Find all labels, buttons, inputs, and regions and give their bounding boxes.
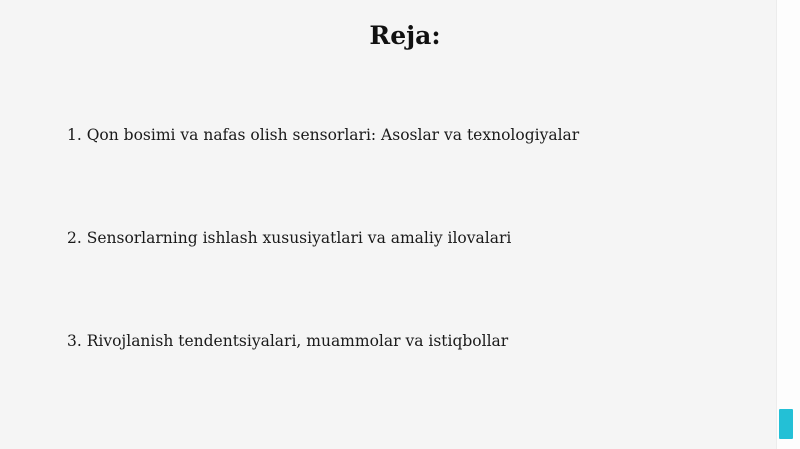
plan-item-2: 2. Sensorlarning ishlash xususiyatlari va amaliy ilovalari — [67, 229, 512, 247]
scrollbar-thumb[interactable] — [779, 409, 793, 439]
plan-item-3: 3. Rivojlanish tendentsiyalari, muammolar va istiqbollar — [67, 332, 509, 350]
vertical-scrollbar[interactable] — [776, 0, 800, 449]
plan-item-1: 1. Qon bosimi va nafas olish sensorlari: Asoslar va texnologiyalar — [67, 126, 580, 144]
page-title: Reja: — [369, 21, 441, 50]
